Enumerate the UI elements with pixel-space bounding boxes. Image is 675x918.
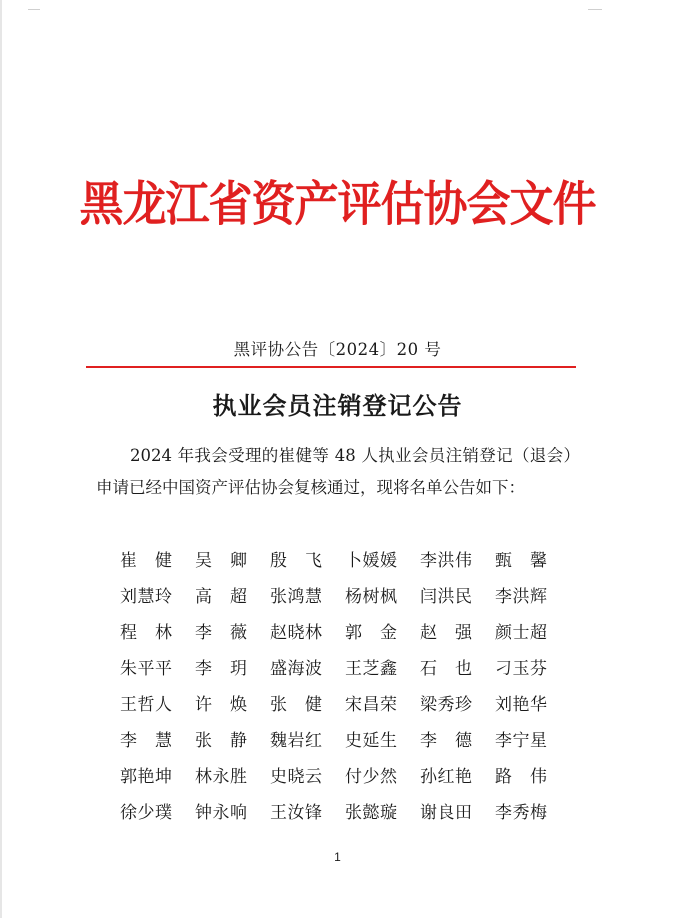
- member-name: 闫洪民: [420, 586, 472, 607]
- name-row: [120, 792, 570, 828]
- member-name: 杨树枫: [345, 586, 397, 607]
- member-name: 刁玉芬: [495, 658, 547, 679]
- member-name: 李 慧: [120, 730, 172, 751]
- member-name: 魏岩红: [270, 730, 322, 751]
- scan-mark: [28, 9, 40, 10]
- name-row: [120, 612, 570, 648]
- page-number: 1: [334, 850, 341, 864]
- member-name: 付少然: [345, 766, 397, 787]
- scan-edge: [0, 0, 2, 918]
- member-name: 李 玥: [195, 658, 247, 679]
- member-name: 梁秀珍: [420, 694, 472, 715]
- name-row: [120, 576, 570, 612]
- member-name: 高 超: [195, 586, 247, 607]
- document-title: 执业会员注销登记公告: [212, 391, 463, 420]
- member-name: 程 林: [120, 622, 172, 643]
- member-name: 吴 卿: [195, 550, 247, 571]
- member-name: 朱平平: [120, 658, 172, 679]
- member-name: 崔 健: [120, 550, 172, 571]
- member-name: 赵 强: [420, 622, 472, 643]
- member-name: 许 焕: [195, 694, 247, 715]
- member-name: 赵晓林: [270, 622, 322, 643]
- member-name: 李 薇: [195, 622, 247, 643]
- scan-mark: [588, 9, 602, 10]
- member-name: 史延生: [345, 730, 397, 751]
- name-row: [120, 720, 570, 756]
- member-name: 孙红艳: [420, 766, 472, 787]
- member-name: 宋昌荣: [345, 694, 397, 715]
- name-row: [120, 684, 570, 720]
- member-name: 徐少璞: [120, 802, 172, 823]
- member-name: 李宁星: [495, 730, 547, 751]
- red-divider: [86, 366, 576, 368]
- member-name: 李洪辉: [495, 586, 547, 607]
- member-name: 王芝鑫: [345, 658, 397, 679]
- member-name: 卜媛媛: [345, 550, 397, 571]
- member-name: 谢良田: [420, 802, 472, 823]
- member-name: 颜士超: [495, 622, 547, 643]
- member-name: 张 静: [195, 730, 247, 751]
- member-name: 张鸿慧: [270, 586, 322, 607]
- document-number: 黑评协公告〔2024〕20 号: [233, 340, 442, 359]
- member-name: 张懿璇: [345, 802, 397, 823]
- name-row: [120, 756, 570, 792]
- name-row: [120, 648, 570, 684]
- member-name: 路 伟: [495, 766, 547, 787]
- member-name: 林永胜: [195, 766, 247, 787]
- member-name: 刘慧玲: [120, 586, 172, 607]
- member-name: 王哲人: [120, 694, 172, 715]
- member-name: 李秀梅: [495, 802, 547, 823]
- org-file-title: 黑龙江省资产评估协会文件: [79, 177, 596, 233]
- member-name-table: [120, 540, 570, 828]
- member-name: 史晓云: [270, 766, 322, 787]
- member-name: 刘艳华: [495, 694, 547, 715]
- member-name: 王汝锋: [270, 802, 322, 823]
- announcement-body: 2024 年我会受理的崔健等 48 人执业会员注销登记（退会）申请已经中国资产评估协会复核通过，现将名单公告如下：: [96, 446, 580, 497]
- member-name: 盛海波: [270, 658, 322, 679]
- name-row: [120, 540, 570, 576]
- member-name: 殷 飞: [270, 550, 322, 571]
- member-name: 钟永响: [195, 802, 247, 823]
- member-name: 石 也: [420, 658, 472, 679]
- member-name: 李洪伟: [420, 550, 472, 571]
- member-name: 郭 金: [345, 622, 397, 643]
- member-name: 郭艳坤: [120, 766, 172, 787]
- member-name: 李 德: [420, 730, 472, 751]
- member-name: 甄 馨: [495, 550, 547, 571]
- member-name: 张 健: [270, 694, 322, 715]
